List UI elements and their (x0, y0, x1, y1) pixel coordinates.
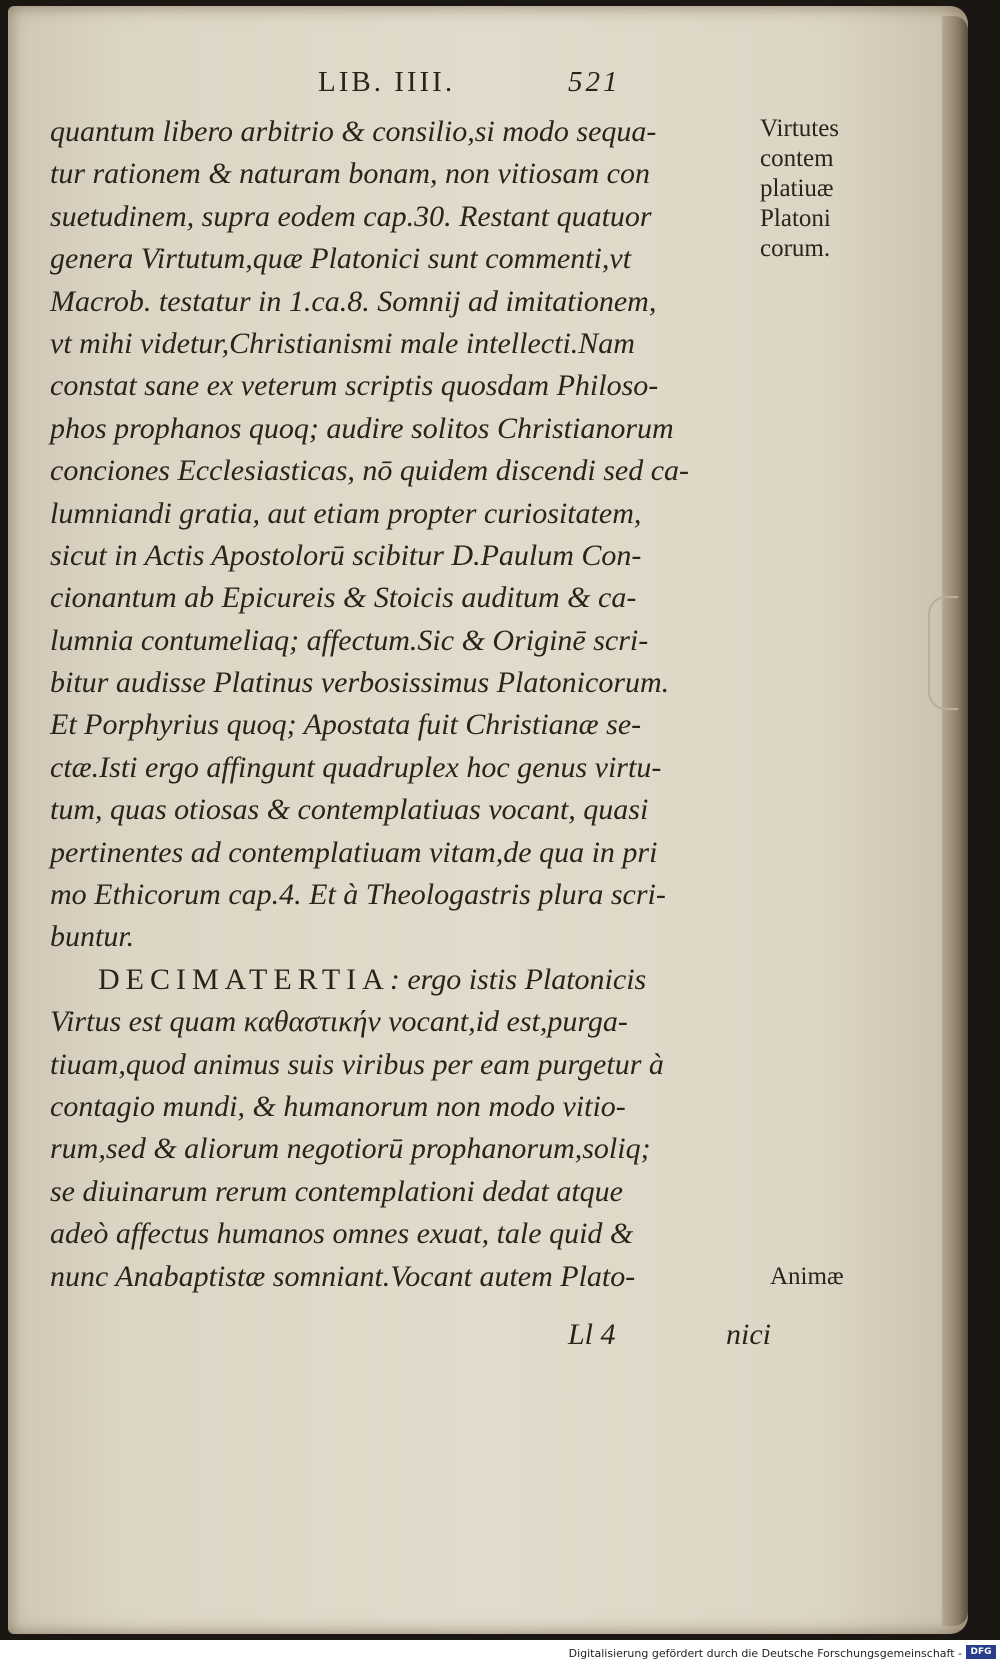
text-line: Macrob. testatur in 1.ca.8. Somnij ad imitationem, (50, 284, 657, 318)
text-line: ctæ.Isti ergo affingunt quadruplex hoc genus virtu- (50, 750, 662, 784)
text-line: se diuinarum rerum contemplationi dedat atque (50, 1174, 623, 1208)
signature-mark: Ll 4 (568, 1318, 616, 1351)
text-line: Virtus est quam καθαστικήν vocant,id est,purga- (50, 1005, 628, 1039)
text-line: vt mihi videtur,Christianismi male intellecti.Nam (50, 326, 635, 360)
text-line: lumnia contumeliaq; affectum.Sic & Originē scri- (50, 623, 649, 657)
text-line: buntur. (50, 920, 135, 954)
text-line: mo Ethicorum cap.4. Et à Theologastris plura scri- (50, 878, 666, 912)
page-edge (942, 16, 968, 1626)
text-line: genera Virtutum,quæ Platonici sunt commenti,vt (50, 242, 632, 276)
text-line: nunc Anabaptistæ somniant.Vocant autem Plato- (50, 1259, 636, 1293)
text-line: bitur audisse Platinus verbosissimus Platonicorum. (50, 666, 670, 700)
marginal-line: Virtutes (760, 115, 840, 142)
text-line: pertinentes ad contemplatiuam vitam,de qua in pri (50, 835, 658, 869)
credit-text: Digitalisierung gefördert durch die Deutsche Forschungsgemeinschaft - (568, 1647, 962, 1660)
text-line: suetudinem, supra eodem cap.30. Restant quatuor (50, 199, 652, 233)
text-line: tum, quas otiosas & contemplatiuas vocant, quasi (50, 793, 649, 827)
marginal-line: corum. (760, 235, 831, 262)
marginal-note-animae: Animæ (770, 1263, 844, 1290)
text-line: cionantum ab Epicureis & Stoicis auditum & ca- (50, 581, 637, 615)
text-line: tur rationem & naturam bonam, non vitiosam con (50, 157, 650, 191)
body-text (50, 111, 750, 1298)
text-line: lumniandi gratia, aut etiam propter curiositatem, (50, 496, 642, 530)
book-page (8, 6, 968, 1634)
page-header (8, 66, 968, 106)
text-line: tiuam,quod animus suis viribus per eam purgetur à (50, 1047, 664, 1081)
paragraph-lead-line (50, 959, 750, 1001)
paragraph-lead-rest: : ergo istis Platonicis (389, 962, 647, 996)
text-line: contagio mundi, & humanorum non modo vitio- (50, 1089, 626, 1123)
text-line: quantum libero arbitrio & consilio,si modo sequa- (50, 115, 657, 148)
text-line: phos prophanos quoq; audire solitos Christianorum (50, 411, 674, 445)
text-line: adeò affectus humanos omnes exuat, tale quid & (50, 1217, 634, 1251)
text-line: rum,sed & aliorum negotiorū prophanorum,soliq; (50, 1132, 651, 1166)
text-line: constat sane ex veterum scriptis quosdam Philoso- (50, 369, 659, 403)
marginal-line: Platoni (760, 205, 831, 232)
credit-bar (0, 1640, 1000, 1667)
paragraph-lead: DECIMATERTIA (98, 962, 390, 996)
marginal-note (760, 114, 890, 264)
page-number: 521 (568, 66, 621, 98)
text-line: sicut in Actis Apostolorū scibitur D.Paulum Con- (50, 538, 642, 572)
text-line: Et Porphyrius quoq; Apostata fuit Christianæ se- (50, 708, 642, 742)
marginal-line: platiuæ (760, 175, 834, 202)
text-line: conciones Ecclesiasticas, nō quidem discendi sed ca- (50, 454, 689, 488)
page-clip (928, 596, 958, 710)
running-head: LIB. IIII. (318, 66, 456, 98)
marginal-line: contem (760, 145, 834, 172)
dfg-logo: DFG (966, 1645, 996, 1659)
catchword: nici (726, 1318, 771, 1351)
